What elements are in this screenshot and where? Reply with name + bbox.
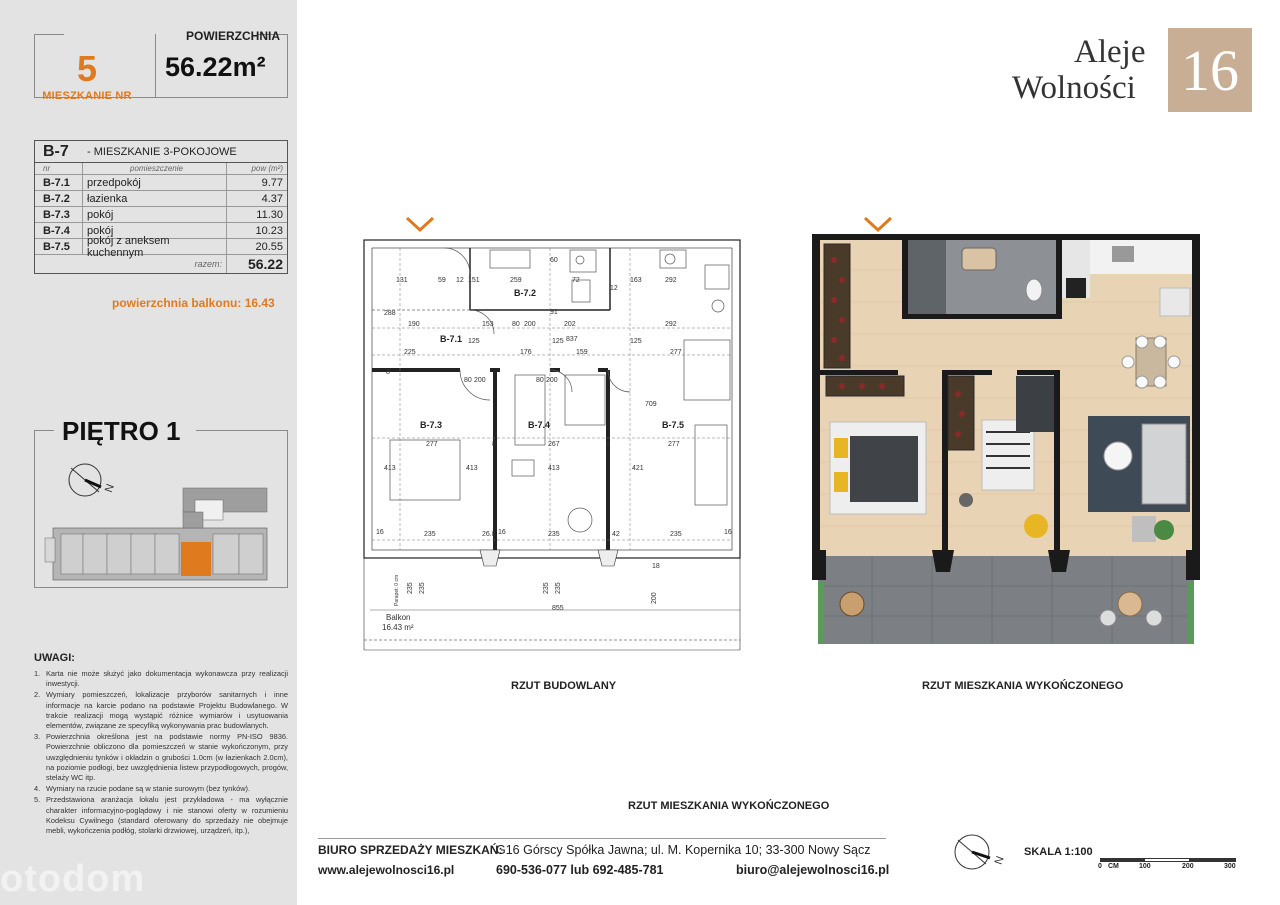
website-link[interactable]: www.alejewolnosci16.pl xyxy=(318,863,455,877)
list-item: 2. Wymiary pomieszczeń, lokalizacje przyborów sanitarnych i inne informacje na karcie podano na podstawie Projektu Budowlanego. W trakcie realizacji mogą wystąpić różnice wymiarów i usytuowania elementów, związane ze specyfiką wykonywania prac budowlanych. xyxy=(34,690,288,731)
dimension-label: 125 xyxy=(552,338,564,345)
dimension-label: 16 xyxy=(376,529,384,536)
table-row xyxy=(35,234,287,259)
apartment-type: - MIESZKANIE 3-POKOJOWE xyxy=(87,145,237,158)
dimension-label: 235 xyxy=(407,582,414,594)
dimension-label: 235 xyxy=(543,582,550,594)
dimension-label: 18 xyxy=(652,563,660,570)
column-area: pow (m²) xyxy=(251,164,283,173)
apartment-number-label: MIESZKANIE NR xyxy=(42,90,132,102)
compass-icon xyxy=(950,830,1010,874)
dimension-label: 235 xyxy=(670,531,682,538)
dimension-label: 163 xyxy=(630,277,642,284)
room-name: przedpokój xyxy=(83,175,227,190)
apartment-number: 5 xyxy=(76,48,98,89)
area-value: 56.22m² xyxy=(165,52,266,82)
room-area: 4.37 xyxy=(261,192,283,205)
list-item: 4. Wymiary na rzucie podane są w stanie surowym (bez tynków). xyxy=(34,784,251,794)
column-nr: nr xyxy=(35,163,83,174)
dimension-label: 72 xyxy=(572,277,580,284)
highlighted-apartment xyxy=(181,542,211,576)
cooktop-icon xyxy=(1066,278,1086,298)
sofa xyxy=(1142,424,1186,504)
floor-locator-box xyxy=(34,430,288,588)
room-name: pokój xyxy=(83,223,227,238)
dimension-label: 200 xyxy=(546,377,558,384)
room-nr: B-7.4 xyxy=(35,223,83,238)
entrance-marker-icon xyxy=(407,218,433,230)
dimension-label: 80 xyxy=(536,377,544,384)
dimension-label: 288 xyxy=(384,310,396,317)
room-area: 11.30 xyxy=(256,208,283,221)
brand-logo xyxy=(1012,34,1145,106)
room-label: B-7.4 xyxy=(528,420,551,430)
email-link[interactable]: biuro@alejewolnosci16.pl xyxy=(736,863,890,877)
floor-title: PIĘTRO 1 xyxy=(62,416,181,446)
dimension-label: 277 xyxy=(670,349,682,356)
entrance-marker-icon xyxy=(865,218,891,230)
building-outline xyxy=(45,488,267,580)
dimension-label: 709 xyxy=(645,401,657,408)
balcony-table xyxy=(1118,592,1142,616)
total-value: 56.22 xyxy=(247,256,283,272)
list-item: 1. Karta nie może służyć jako dokumentacja wykonawcza przy realizacji inwestycji. xyxy=(34,669,288,689)
dimension-label: 235 xyxy=(548,531,560,538)
dimension-label: 91 xyxy=(550,309,558,316)
room-nr: B-7.2 xyxy=(35,191,83,206)
rooms-table-subheader xyxy=(35,163,287,175)
phone-numbers: 690-536-077 lub 692-485-781 xyxy=(496,863,664,877)
toilet-icon xyxy=(1026,279,1042,301)
center-caption: RZUT MIESZKANIA WYKOŃCZONEGO xyxy=(628,800,830,812)
sink-icon xyxy=(962,248,996,270)
rooms-table-header xyxy=(35,141,287,163)
balcony-area xyxy=(112,296,275,310)
dimension-label: 125 xyxy=(468,338,480,345)
room-area: 9.77 xyxy=(261,176,283,189)
dimension-label: 12 xyxy=(456,277,464,284)
brand-number: 16 xyxy=(1168,28,1252,112)
scale-tick: 300 xyxy=(1224,863,1236,870)
notes-list xyxy=(34,669,288,837)
footer-divider xyxy=(318,838,886,839)
dimension-label: 200 xyxy=(524,321,536,328)
balcony-outline xyxy=(364,550,740,650)
list-item: 5. Przedstawiona aranżacja lokalu jest przykładowa - ma wyłącznie charakter informacyjno-poglądowy i nie stanowi oferty w rozumieniu Kodeksu Cywilnego (standard oferowany do sprzedaży nie obejmuje mebli, wykończenia podłóg, stolarki drzwiowej, urządzeń, itp.), xyxy=(34,795,288,836)
dimension-label: 413 xyxy=(384,465,396,472)
scale-tick: 100 xyxy=(1139,863,1151,870)
dimension-label: 16 xyxy=(498,529,506,536)
dimension-label: 225 xyxy=(404,349,416,356)
balcony-value: 16.43 xyxy=(244,296,275,310)
dimension-label: 80 xyxy=(464,377,472,384)
dimension-label: 200 xyxy=(651,592,658,604)
plan-fixtures xyxy=(390,248,730,532)
construction-plan xyxy=(340,210,760,660)
notes-title: UWAGI: xyxy=(34,652,75,664)
list-item: 3. Powierzchnia określona jest na podstawie normy PN-ISO 9836. Powierzchnie obliczono dla pomieszczeń w stanie wykończonym, przy uwzględnieniu tynków i okładzin o grubości 1.0cm (w łazienkach 2.0cm), na poziomie podłogi, bez uwzględnienia listew przypodłogowych, progów, stelaży WC itp. xyxy=(34,732,288,783)
room-label: B-7.5 xyxy=(662,420,685,430)
dimension-label: 413 xyxy=(548,465,560,472)
dimension-label: 413 xyxy=(466,465,478,472)
dimension-label: 176 xyxy=(520,349,532,356)
dimension-label: 80 xyxy=(512,321,520,328)
coffee-table xyxy=(1104,442,1132,470)
dimension-label: 292 xyxy=(665,321,677,328)
dimension-label: 421 xyxy=(632,465,644,472)
dimension-label: 8 xyxy=(386,369,390,376)
dimension-label: 235 xyxy=(424,531,436,538)
plan-walls xyxy=(364,240,740,558)
armchair xyxy=(1024,514,1048,538)
construction-plan-caption: RZUT BUDOWLANY xyxy=(511,680,617,692)
floor-locator-map xyxy=(35,430,289,588)
compass-letter: N xyxy=(102,482,117,495)
table-row xyxy=(35,207,287,223)
sales-office-label: BIURO SPRZEDAŻY MIESZKAŃ: xyxy=(318,843,503,857)
watermark: otodom xyxy=(0,858,146,900)
balcony-area-label: 16.43 m² xyxy=(382,623,414,632)
balcony-label: powierzchnia balkonu: xyxy=(112,296,242,310)
sidebar xyxy=(0,0,297,905)
room-area: 10.23 xyxy=(255,224,283,237)
compass-letter: N xyxy=(992,854,1007,867)
dimension-label: 8 xyxy=(492,441,496,448)
parapet-label: Parapet: 0 cm xyxy=(394,574,400,606)
dimension-label: 8 xyxy=(606,441,610,448)
dimension-label: 267 xyxy=(548,441,560,448)
dimension-label: 277 xyxy=(668,441,680,448)
dimension-label: 190 xyxy=(408,321,420,328)
scale-tick: 0 xyxy=(1098,863,1102,870)
dimension-label: 26.8 xyxy=(482,531,496,538)
room-nr: B-7.3 xyxy=(35,207,83,222)
scale-label: SKALA 1:100 xyxy=(1024,846,1093,858)
dimension-label: 259 xyxy=(510,277,522,284)
table-total-row xyxy=(35,255,287,273)
dimension-label: 235 xyxy=(555,582,562,594)
brand-line-1: Aleje xyxy=(1074,34,1146,70)
box-divider xyxy=(155,34,156,98)
compass-icon xyxy=(69,464,101,496)
room-area: 20.55 xyxy=(255,240,283,253)
kitchen-sink-icon xyxy=(1112,246,1134,262)
room-label: B-7.1 xyxy=(440,334,463,344)
balcony-label: Balkon xyxy=(386,613,411,622)
dimension-label: 131 xyxy=(396,277,408,284)
company-address: G16 Górscy Spółka Jawna; ul. M. Kopernika 10; 33-300 Nowy Sącz xyxy=(496,843,871,857)
room-nr: B-7.5 xyxy=(35,239,83,254)
finished-plan-caption: RZUT MIESZKANIA WYKOŃCZONEGO xyxy=(922,680,1124,692)
dimension-label: 60 xyxy=(550,257,558,264)
dimension-label: 125 xyxy=(630,338,642,345)
table-row xyxy=(35,191,287,207)
dimension-label: 12 xyxy=(610,285,618,292)
room-name: pokój xyxy=(83,207,227,222)
dimension-label: 202 xyxy=(564,321,576,328)
room-label: B-7.2 xyxy=(514,288,537,298)
total-label: razem: xyxy=(83,255,227,273)
room-nr: B-7.1 xyxy=(35,175,83,190)
dimension-label: 151 xyxy=(468,277,480,284)
column-room: pomieszczenie xyxy=(83,163,227,174)
dimension-lines xyxy=(372,248,732,550)
dimension-label: 292 xyxy=(665,277,677,284)
room-name: łazienka xyxy=(83,191,227,206)
dimension-label: 277 xyxy=(426,441,438,448)
dimension-label: 153 xyxy=(482,321,494,328)
dimension-label: 42 xyxy=(612,531,620,538)
dimension-label: 16 xyxy=(724,529,732,536)
dimension-label: 855 xyxy=(552,605,564,612)
dimension-label: 59 xyxy=(438,277,446,284)
area-label: POWIERZCHNIA xyxy=(186,29,280,43)
scale-tick: CM xyxy=(1108,863,1119,870)
dimension-label: 159 xyxy=(576,349,588,356)
rooms-table xyxy=(34,140,288,274)
dimension-label: 837 xyxy=(566,336,578,343)
finished-plan xyxy=(812,210,1202,650)
table-row xyxy=(35,175,287,191)
apartment-code: B-7 xyxy=(43,142,69,160)
plant-icon xyxy=(1154,520,1174,540)
room-name: pokój z aneksem kuchennym xyxy=(83,239,227,254)
brand-line-2: Wolności xyxy=(1012,70,1136,106)
dimension-label: 200 xyxy=(474,377,486,384)
box-divider xyxy=(34,34,64,35)
dimension-label: 235 xyxy=(419,582,426,594)
room-label: B-7.3 xyxy=(420,420,443,430)
scale-tick: 200 xyxy=(1182,863,1194,870)
scale-bar xyxy=(1100,858,1236,862)
